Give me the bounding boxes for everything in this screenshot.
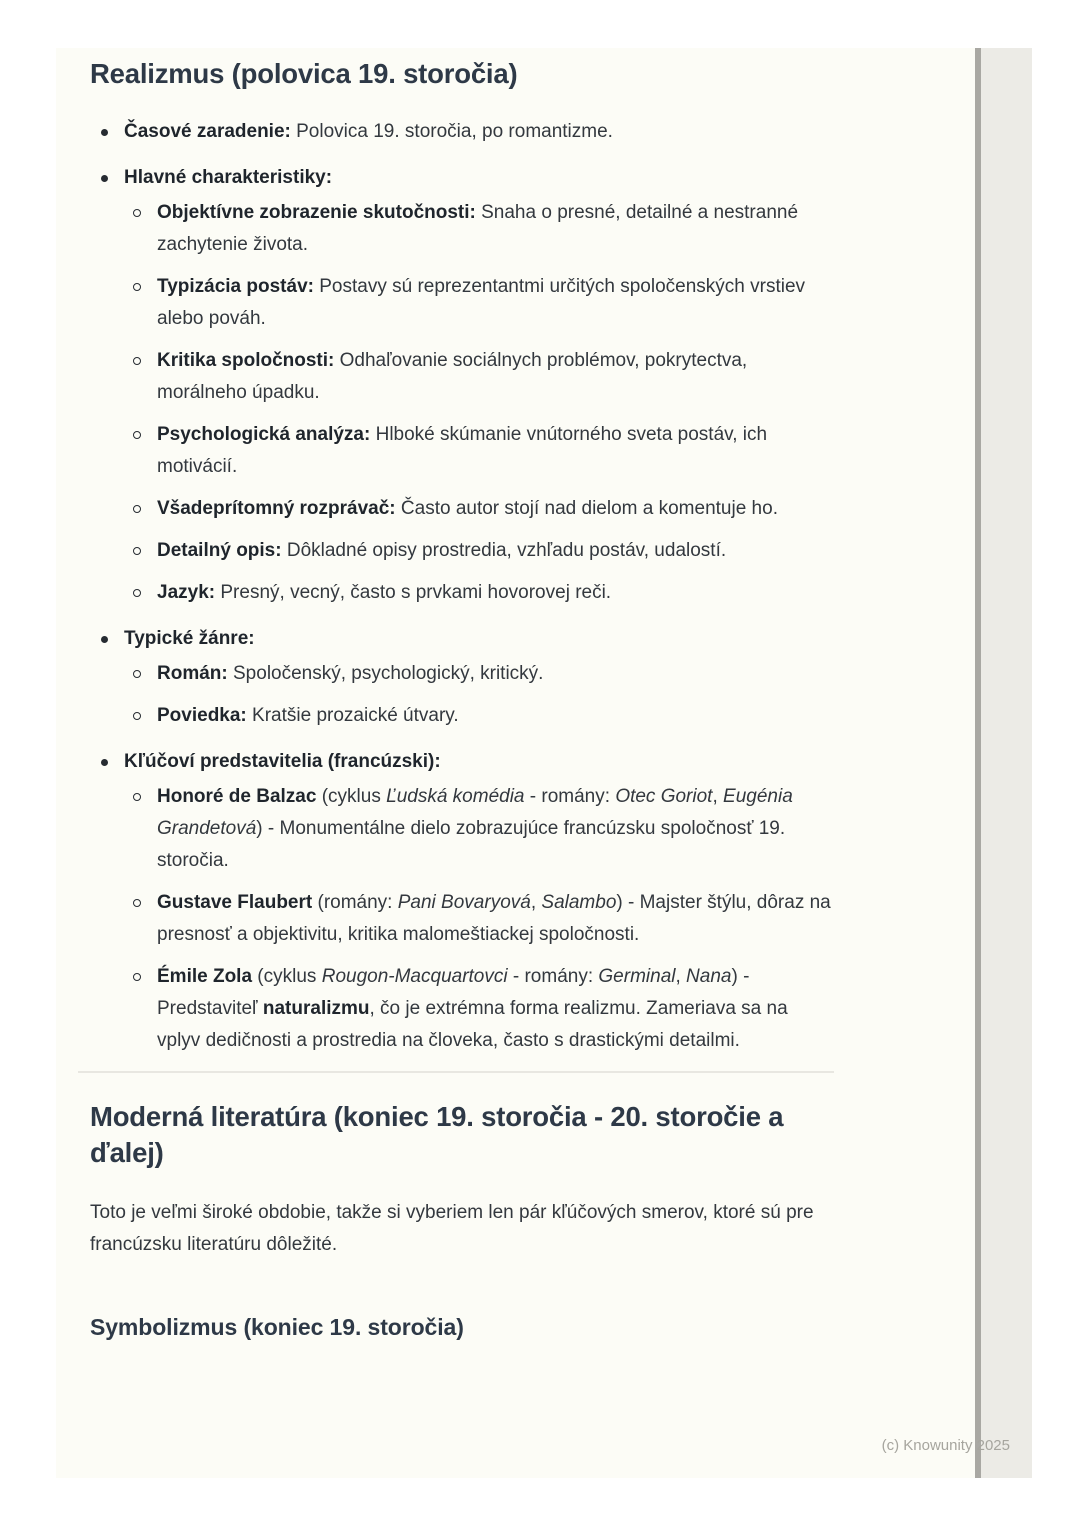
list-item	[90, 162, 836, 609]
bold-text-run: Časové zaradenie:	[124, 121, 291, 142]
bold-text-run: Gustave Flaubert	[157, 892, 313, 913]
nested-bullet-list	[124, 658, 836, 732]
text-run: (cyklus	[316, 786, 387, 807]
bold-text-run: Román:	[157, 663, 228, 684]
document-page	[56, 48, 976, 1478]
section-divider	[78, 1071, 834, 1073]
bold-text-run: Jazyk:	[157, 582, 216, 603]
italic-text-run: Otec Goriot	[615, 786, 713, 807]
text-run: ,	[530, 892, 542, 913]
bold-text-run: Psychologická analýza:	[157, 424, 371, 445]
text-run: Spoločenský, psychologický, kritický.	[227, 663, 544, 684]
bold-text-run: Objektívne zobrazenie skutočnosti:	[157, 202, 476, 223]
text-run: ,	[675, 966, 687, 987]
bold-text-run: naturalizmu	[262, 998, 370, 1019]
text-run: Toto je veľmi široké obdobie, takže si vyberiem len pár kľúčových smerov, ktoré sú pre francúzsku literatúru dôležité.	[90, 1202, 814, 1255]
text-run: Dôkladné opisy prostredia, vzhľadu postáv, udalostí.	[281, 540, 727, 561]
bold-text-run: Honoré de Balzac	[157, 786, 317, 807]
text-run: - romány:	[524, 786, 616, 807]
list-item	[124, 271, 836, 335]
list-item	[90, 746, 836, 1057]
bold-text-run: Všadeprítomný rozprávač:	[157, 498, 396, 519]
list-item	[124, 961, 836, 1057]
text-run: (romány:	[312, 892, 398, 913]
list-item	[124, 419, 836, 483]
text-run: , čo je extrémna forma realizmu. Zameriava sa na vplyv dedičnosti a prostredia na človeka, často s drastickými detailmi.	[157, 998, 788, 1051]
bold-text-run: Poviedka:	[157, 705, 247, 726]
bullet-list	[90, 116, 836, 1057]
section-heading: Realizmus (polovica 19. storočia)	[90, 58, 518, 89]
list-item	[124, 493, 836, 525]
list-item	[124, 781, 836, 877]
paragraph	[90, 1197, 836, 1261]
bold-text-run: Typické žánre:	[124, 628, 255, 649]
text-run: - romány:	[507, 966, 599, 987]
text-run: ) - Monumentálne dielo zobrazujúce francúzsku spoločnosť 19. storočia.	[157, 818, 786, 871]
list-item	[124, 700, 836, 732]
list-item	[124, 345, 836, 409]
section-heading: Symbolizmus (koniec 19. storočia)	[90, 1314, 464, 1340]
bold-text-run: Detailný opis:	[157, 540, 282, 561]
watermark: (c) Knowunity 2025	[881, 1437, 1010, 1454]
text-run: Postavy sú reprezentantmi určitých spoločenských vrstiev alebo pováh.	[157, 276, 806, 329]
italic-text-run: Rougon-Macquartovci	[321, 966, 508, 987]
italic-text-run: Ľudská komédia	[386, 786, 525, 807]
section-heading: Moderná literatúra (koniec 19. storočia - 20. storočie a ďalej)	[90, 1101, 784, 1168]
text-run: Hlboké skúmanie vnútorného sveta postáv, ich motivácií.	[157, 424, 768, 477]
text-run: Často autor stojí nad dielom a komentuje ho.	[395, 498, 778, 519]
text-run: Snaha o presné, detailné a nestranné zachytenie života.	[157, 202, 799, 255]
text-run: ) - Majster štýlu, dôraz na presnosť a objektivitu, kritika malomeštiackej spoločnosti.	[157, 892, 831, 945]
text-run: ) - Predstaviteľ	[157, 966, 750, 1019]
scrollbar-track[interactable]	[975, 48, 1032, 1478]
text-run: ,	[712, 786, 724, 807]
list-item	[124, 887, 836, 951]
text-run: Odhaľovanie sociálnych problémov, pokrytectva, morálneho úpadku.	[157, 350, 748, 403]
nested-bullet-list	[124, 197, 836, 609]
list-item	[124, 577, 836, 609]
italic-text-run: Salambo	[541, 892, 617, 913]
scrollbar-thumb[interactable]	[975, 48, 981, 1478]
document-content	[90, 56, 836, 1341]
italic-text-run: Nana	[686, 966, 732, 987]
bold-text-run: Hlavné charakteristiky:	[124, 167, 333, 188]
text-run: (cyklus	[252, 966, 322, 987]
list-item	[124, 658, 836, 690]
list-item	[90, 623, 836, 732]
italic-text-run: Pani Bovaryová	[397, 892, 531, 913]
text-run: Kratšie prozaické útvary.	[246, 705, 459, 726]
bold-text-run: Kľúčoví predstavitelia (francúzski):	[124, 751, 441, 772]
list-item	[124, 197, 836, 261]
text-run: Presný, vecný, často s prvkami hovorovej reči.	[215, 582, 612, 603]
text-run: Polovica 19. storočia, po romantizme.	[290, 121, 613, 142]
nested-bullet-list	[124, 781, 836, 1057]
bold-text-run: Kritika spoločnosti:	[157, 350, 335, 371]
bold-text-run: Émile Zola	[157, 966, 253, 987]
list-item	[124, 535, 836, 567]
list-item	[90, 116, 836, 148]
italic-text-run: Germinal	[598, 966, 676, 987]
italic-text-run: Eugénia Grandetová	[157, 786, 793, 839]
bold-text-run: Typizácia postáv:	[157, 276, 314, 297]
